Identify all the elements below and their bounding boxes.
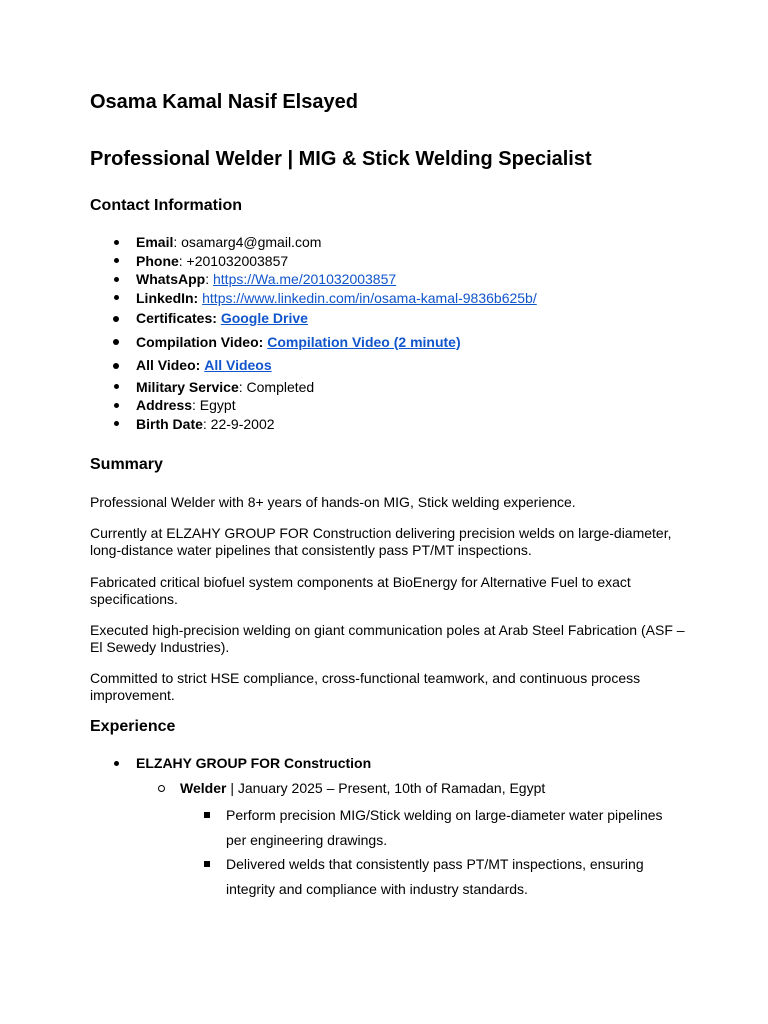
whatsapp-label: WhatsApp: [136, 271, 206, 287]
military-value: : Completed: [238, 378, 315, 395]
all-videos-link[interactable]: All Videos: [204, 357, 272, 373]
compilation-label: Compilation Video:: [136, 333, 264, 350]
contact-all-video: [110, 354, 537, 378]
square-bullet-icon: [204, 812, 210, 818]
contact-phone: [110, 252, 537, 271]
linkedin-label: LinkedIn:: [136, 289, 199, 306]
linkedin-link[interactable]: https://www.linkedin.com/in/osama-kamal-9836b625b/: [202, 289, 537, 306]
email-value: : osamarg4@gmail.com: [173, 234, 322, 250]
whatsapp-link[interactable]: https://Wa.me/201032003857: [213, 271, 397, 287]
candidate-name: Osama Kamal Nasif Elsayed: [90, 91, 358, 113]
all-video-label: All Video:: [136, 357, 201, 373]
contact-military: [110, 378, 537, 397]
summary-paragraph-3: Fabricated critical biofuel system components at BioEnergy for Alternative Fuel to exact specifications.: [90, 574, 631, 607]
phone-label: Phone: [136, 252, 179, 269]
responsibility-text: Perform precision MIG/Stick welding on large-diameter water pipelines per engineering drawings.: [226, 807, 663, 848]
phone-value: : +201032003857: [178, 252, 289, 269]
contact-certificates: [110, 307, 537, 331]
contact-linkedin: [110, 289, 537, 308]
role-text: [180, 780, 545, 796]
certificates-link[interactable]: Google Drive: [220, 310, 308, 326]
contact-address: [110, 396, 537, 415]
responsibility-list: [202, 803, 672, 901]
responsibility-item: [202, 803, 672, 852]
contact-compilation-video: [110, 331, 537, 355]
experience-heading: Experience: [90, 718, 176, 735]
contact-list: [110, 233, 537, 433]
responsibility-text: Delivered welds that consistently pass PT/MT inspections, ensuring integrity and compliance with industry standards.: [226, 856, 644, 897]
circle-bullet-icon: [158, 785, 165, 792]
address-label: Address: [136, 397, 193, 413]
summary-paragraph-2: Currently at ELZAHY GROUP FOR Construction delivering precision welds on large-diameter, long-distance water pipelines that consistently pass PT/MT inspections.: [90, 525, 672, 558]
summary-paragraph-4: Executed high-precision welding on giant communication poles at Arab Steel Fabrication (ASF – El Sewedy Industries).: [90, 622, 685, 655]
summary-paragraph-1: Professional Welder with 8+ years of hands-on MIG, Stick welding experience.: [90, 494, 576, 510]
contact-heading: Contact Information: [90, 197, 242, 214]
summary-heading: Summary: [90, 456, 163, 473]
contact-email: [110, 233, 537, 252]
company-name: ELZAHY GROUP FOR Construction: [136, 755, 372, 771]
responsibility-item: [202, 852, 672, 901]
certificates-label: Certificates:: [136, 310, 217, 326]
square-bullet-icon: [204, 861, 210, 867]
military-label: Military Service: [136, 378, 239, 395]
email-label: Email: [136, 234, 174, 250]
bullet-icon: [114, 761, 119, 766]
summary-paragraph-5: Committed to strict HSE compliance, cross-functional teamwork, and continuous process improvement.: [90, 670, 641, 703]
address-value: : Egypt: [192, 397, 236, 413]
contact-whatsapp: [110, 270, 537, 289]
birth-date-label: Birth Date: [136, 415, 203, 432]
compilation-video-link[interactable]: Compilation Video (2 minute): [267, 333, 461, 350]
contact-birth-date: [110, 415, 537, 434]
birth-date-value: : 22-9-2002: [202, 415, 275, 432]
professional-headline: Professional Welder | MIG & Stick Welding Specialist: [90, 148, 592, 170]
role-title: Welder: [180, 780, 227, 796]
role-detail: | January 2025 – Present, 10th of Ramadan, Egypt: [226, 780, 546, 796]
whatsapp-separator: :: [205, 271, 213, 287]
